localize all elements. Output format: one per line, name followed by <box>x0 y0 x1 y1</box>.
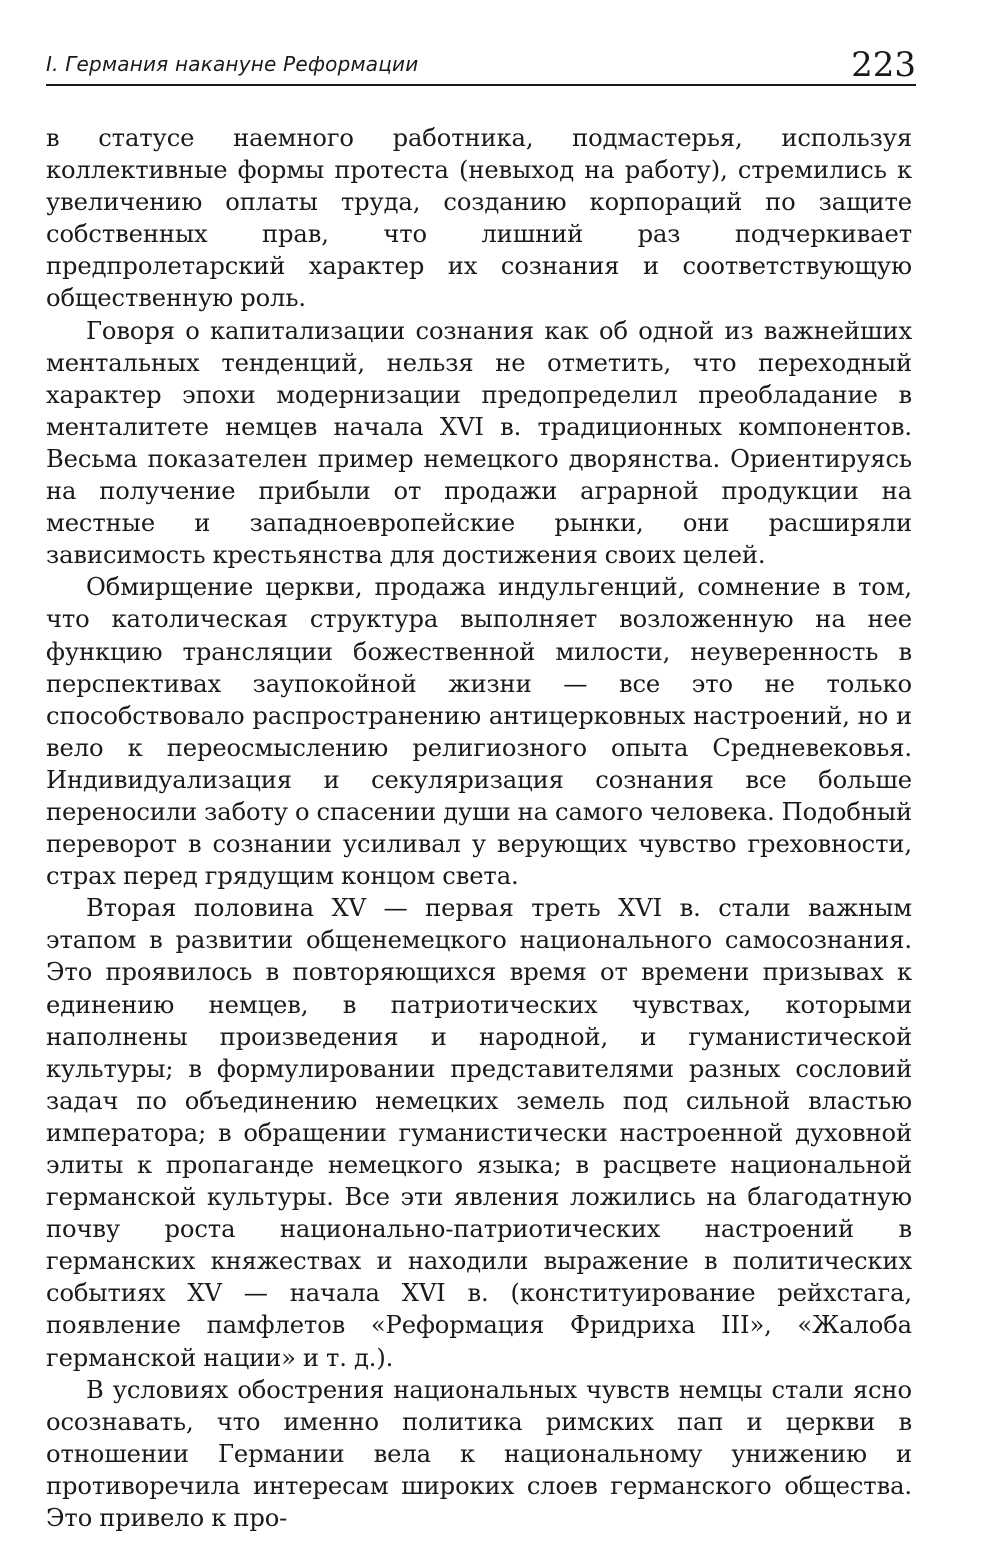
page-number: 223 <box>851 45 916 85</box>
paragraph-2: Говоря о капитализации сознания как об одной из важнейших ментальных тенденций, нельзя не отметить, что переходный характер эпохи модернизации предопределил преобладание в менталитете немцев начала XVI в. традиционных компонентов. Весьма показателен пример немецкого дворянства. Ориентируясь на получение прибыли от продажи аграрной продукции на местные и западноевропейские рынки, они расширяли зависимость крестьянства для достижения своих целей. <box>46 316 912 570</box>
paragraph-1: в статусе наемного работника, подмастерья, используя коллективные формы протеста (невыход на работу), стремились к увеличению оплаты труда, созданию корпораций по защите собственных прав, что лишний раз подчеркивает предпролетарский характер их сознания и соответствующую общественную роль. <box>46 124 912 313</box>
paragraph-5: В условиях обострения национальных чувств немцы стали ясно осознавать, что именно политика римских пап и церкви в отношении Германии вела к национальному унижению и противоречила интересам широких слоев германского общества. Это привело к про- <box>46 1375 912 1533</box>
paragraph-3: Обмирщение церкви, продажа индульгенций, сомнение в том, что католическая структура выполняет возложенную на нее функцию трансляции божественной милости, неуверенность в перспективах заупокойной жизни — все это не только способствовало распространению антицерковных настроений, но и вело к переосмыслению религиозного опыта Средневековья. Индивидуализация и секуляризация сознания все больше переносили заботу о спасении души на самого человека. Подобный переворот в сознании усиливал у верующих чувство греховности, страх перед грядущим концом света. <box>46 573 913 891</box>
running-header <box>46 38 916 86</box>
body-text <box>46 122 912 1534</box>
running-title: I. Германия накануне Реформации <box>46 52 419 76</box>
paragraph-4: Вторая половина XV — первая треть XVI в. стали важным этапом в развитии общенемецкого национального самосознания. Это проявилось в повторяющихся время от времени призывах к единению немцев, в патриотических чувствах, которыми наполнены произведения и народной, и гуманистической культуры; в формулировании представителями разных сословий задач по объединению немецких земель под сильной властью императора; в обращении гуманистически настроенной духовной элиты к пропаганде немецкого языка; в расцвете национальной германской культуры. Все эти явления ложились на благодатную почву роста национально-патриотических настроений в германских княжествах и находили выражение в политических событиях XV — начала XVI в. (конституирование рейхстага, появление памфлетов «Реформация Фридриха III», «Жалоба германской нации» и т. д.). <box>46 894 912 1372</box>
